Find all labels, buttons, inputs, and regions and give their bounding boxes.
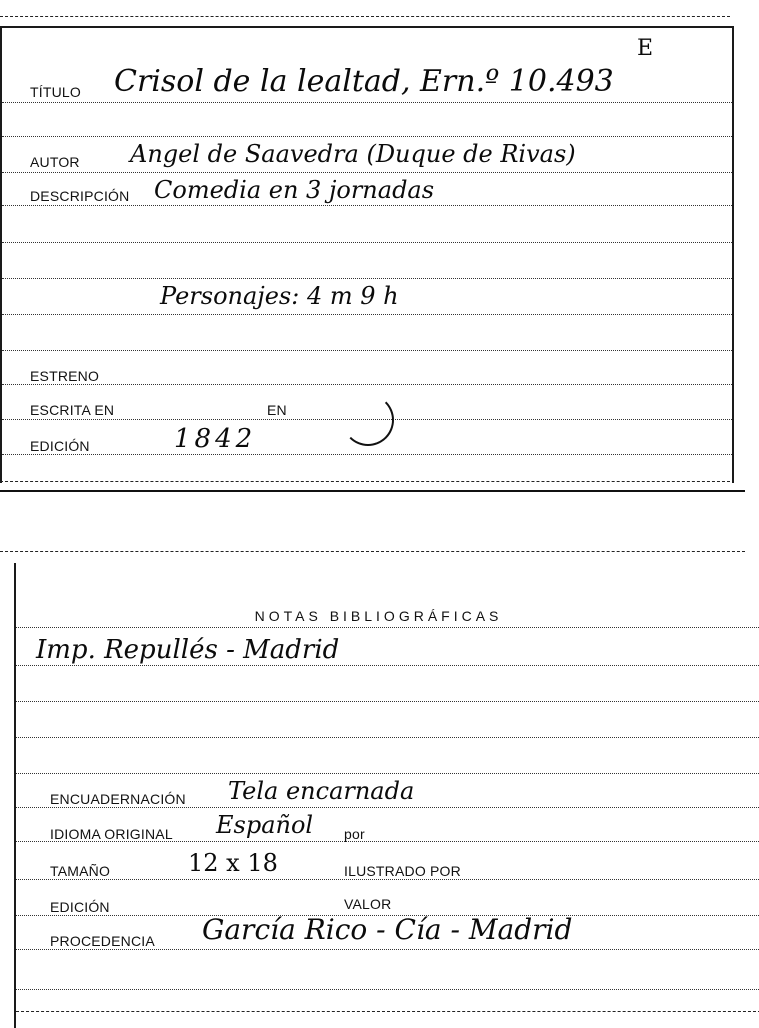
rule-line — [16, 627, 759, 628]
rule-line — [2, 314, 732, 315]
rule-line — [2, 242, 732, 243]
rule-line — [16, 665, 759, 666]
escrita-en-label: ESCRITA EN — [30, 402, 115, 418]
rule-line — [2, 454, 732, 455]
rule-line — [16, 737, 759, 738]
rule-line — [16, 807, 759, 808]
notas-bibliograficas-title: NOTAS BIBLIOGRÁFICAS — [254, 608, 503, 624]
back-top-perforation — [0, 551, 745, 552]
ilustrado-por-label: ILUSTRADO POR — [344, 863, 461, 879]
rule-line — [2, 172, 732, 173]
descripcion-value: Comedia en 3 jornadas — [154, 176, 435, 204]
edicion-label: EDICIÓN — [30, 438, 90, 454]
estreno-label: ESTRENO — [30, 368, 100, 384]
valor-label: VALOR — [344, 896, 392, 912]
card-separator — [0, 490, 745, 492]
titulo-value: Crisol de la lealtad, Ern.º 10.493 — [114, 64, 614, 99]
por-label: por — [344, 826, 365, 842]
rule-line — [2, 136, 732, 137]
catalog-card-back — [14, 563, 759, 1028]
top-perforation — [0, 16, 730, 17]
autor-value: Angel de Saavedra (Duque de Rivas) — [130, 140, 576, 168]
rule-line — [16, 989, 759, 990]
rule-line — [2, 102, 732, 103]
rule-line — [2, 278, 732, 279]
tamano-label: TAMAÑO — [50, 863, 111, 879]
personajes-value: Personajes: 4 m 9 h — [160, 282, 399, 310]
rule-line — [16, 701, 759, 702]
rule-line — [2, 384, 732, 385]
titulo-label: TÍTULO — [30, 84, 81, 100]
idioma-original-label: IDIOMA ORIGINAL — [50, 826, 173, 842]
back-bottom-perforation — [16, 1011, 759, 1012]
rule-line — [2, 350, 732, 351]
idioma-original-value: Español — [216, 811, 314, 839]
rule-line — [2, 205, 732, 206]
rule-line — [16, 773, 759, 774]
punch-hole-mark — [342, 394, 394, 446]
front-bottom-edge — [0, 481, 730, 482]
rule-line — [16, 949, 759, 950]
catalog-card-front — [0, 26, 734, 483]
procedencia-value: García Rico - Cía - Madrid — [202, 913, 573, 946]
autor-label: AUTOR — [30, 154, 80, 170]
corner-mark: E — [637, 36, 654, 61]
procedencia-label: PROCEDENCIA — [50, 933, 155, 949]
descripcion-label: DESCRIPCIÓN — [30, 188, 130, 204]
en-label: EN — [267, 402, 287, 418]
tamano-value: 12 x 18 — [188, 849, 278, 877]
edicion-value: 1842 — [174, 424, 257, 454]
notas-value: Imp. Repullés - Madrid — [36, 635, 340, 665]
encuadernacion-label: ENCUADERNACIÓN — [50, 791, 186, 807]
edicion-label-back: EDICIÓN — [50, 899, 110, 915]
encuadernacion-value: Tela encarnada — [228, 777, 415, 805]
rule-line — [16, 879, 759, 880]
